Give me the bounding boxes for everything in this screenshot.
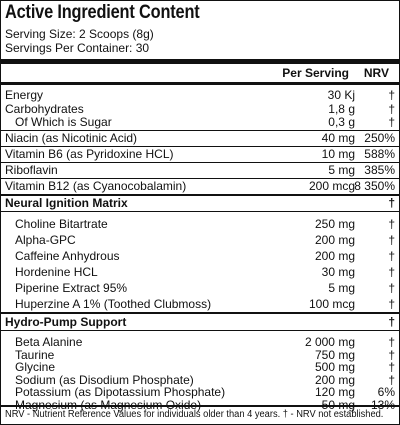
nutrient-amount: 1,8 g bbox=[328, 102, 355, 116]
nutrient-amount: 200 mcg bbox=[308, 179, 355, 193]
nutrient-amount: 10 mg bbox=[321, 147, 355, 161]
section-header-divider bbox=[1, 330, 399, 331]
ingredient-row bbox=[1, 281, 399, 296]
nutrient-name: Vitamin B6 (as Pyridoxine HCL) bbox=[5, 147, 174, 161]
nrv-header: NRV bbox=[363, 66, 389, 80]
ingredient-amount: 50 mg bbox=[321, 398, 355, 412]
footnote: NRV - Nutrient Reference Values for individuals older than 4 years. † - NRV not established. bbox=[5, 409, 384, 420]
ingredient-nrv: 6% bbox=[377, 385, 395, 400]
nutrient-row bbox=[1, 179, 399, 194]
ingredient-amount: 5 mg bbox=[328, 281, 355, 295]
nutrient-name: Vitamin B12 (as Cyanocobalamin) bbox=[5, 179, 187, 193]
nutrient-nrv: † bbox=[388, 88, 395, 102]
section-header-hydro-pump bbox=[1, 315, 399, 330]
nutrient-name: Niacin (as Nicotinic Acid) bbox=[5, 131, 138, 145]
nutrient-nrv: † bbox=[388, 102, 395, 116]
section-title: Hydro-Pump Support bbox=[5, 315, 127, 329]
section-nrv: † bbox=[388, 196, 395, 210]
nutrient-nrv: 8 350% bbox=[354, 179, 395, 193]
nutrient-row bbox=[1, 88, 399, 103]
servings-per-container: Servings Per Container: 30 bbox=[5, 41, 150, 55]
ingredient-name: Taurine bbox=[15, 347, 55, 362]
ingredient-amount: 750 mg bbox=[314, 347, 355, 362]
nutrient-amount: 30 Kj bbox=[327, 88, 355, 102]
section-divider bbox=[1, 312, 399, 314]
ingredient-nrv: † bbox=[388, 360, 395, 375]
ingredient-nrv: † bbox=[388, 265, 395, 279]
ingredient-name: Sodium (as Disodium Phosphate) bbox=[15, 372, 194, 387]
nutrient-amount: 5 mg bbox=[328, 163, 355, 177]
nutrient-nrv: 250% bbox=[364, 131, 395, 145]
ingredient-name: Potassium (as Dipotassium Phosphate) bbox=[15, 385, 226, 400]
ingredient-nrv: 13% bbox=[370, 398, 395, 412]
ingredient-row bbox=[1, 233, 399, 248]
nutrient-name: Riboflavin bbox=[5, 163, 58, 177]
nutrient-row bbox=[1, 115, 399, 131]
ingredient-name: Alpha-GPC bbox=[15, 233, 76, 247]
nutrient-amount: 40 mg bbox=[321, 131, 355, 145]
ingredient-nrv: † bbox=[388, 249, 395, 263]
section-header-neural-ignition bbox=[1, 196, 399, 211]
ingredient-nrv: † bbox=[388, 372, 395, 387]
ingredient-row bbox=[1, 297, 399, 312]
serving-size: Serving Size: 2 Scoops (8g) bbox=[5, 27, 154, 41]
ingredient-row bbox=[1, 398, 399, 413]
ingredient-name: Hordenine HCL bbox=[15, 265, 98, 279]
per-serving-header: Per Serving bbox=[282, 66, 349, 80]
section-nrv: † bbox=[388, 315, 395, 329]
ingredient-amount: 200 mg bbox=[314, 372, 355, 387]
ingredient-name: Piperine Extract 95% bbox=[15, 281, 128, 295]
ingredient-amount: 200 mg bbox=[314, 249, 355, 263]
ingredient-row bbox=[1, 249, 399, 264]
ingredient-name: Magnesium (as Magnesium Oxide) bbox=[15, 398, 202, 412]
ingredient-nrv: † bbox=[388, 335, 395, 349]
ingredient-nrv: † bbox=[388, 297, 395, 311]
header-divider bbox=[1, 82, 399, 85]
ingredient-row bbox=[1, 265, 399, 280]
ingredient-amount: 2 000 mg bbox=[304, 335, 355, 349]
nutrient-name: Of Which is Sugar bbox=[15, 115, 112, 129]
panel-title: Active Ingredient Content bbox=[5, 2, 200, 23]
ingredient-amount: 500 mg bbox=[314, 360, 355, 375]
ingredient-name: Beta Alanine bbox=[15, 335, 83, 349]
nutrient-name: Carbohydrates bbox=[5, 102, 84, 116]
nutrient-amount: 0,3 g bbox=[328, 115, 355, 129]
ingredient-name: Glycine bbox=[15, 360, 56, 375]
section-header-divider bbox=[1, 211, 399, 212]
ingredient-amount: 120 mg bbox=[314, 385, 355, 400]
nutrient-row bbox=[1, 147, 399, 163]
section-title: Neural Ignition Matrix bbox=[5, 196, 128, 210]
ingredient-nrv: † bbox=[388, 347, 395, 362]
ingredient-nrv: † bbox=[388, 233, 395, 247]
ingredient-nrv: † bbox=[388, 281, 395, 295]
ingredient-row bbox=[1, 217, 399, 232]
nutrient-row bbox=[1, 163, 399, 179]
ingredient-amount: 250 mg bbox=[314, 217, 355, 231]
ingredient-amount: 100 mcg bbox=[308, 297, 355, 311]
nutrient-name: Energy bbox=[5, 88, 44, 102]
thick-divider bbox=[1, 59, 399, 64]
ingredient-amount: 30 mg bbox=[321, 265, 355, 279]
nutrient-row bbox=[1, 131, 399, 147]
nutrient-nrv: † bbox=[388, 115, 395, 129]
ingredient-amount: 200 mg bbox=[314, 233, 355, 247]
ingredient-nrv: † bbox=[388, 217, 395, 231]
ingredient-name: Caffeine Anhydrous bbox=[15, 249, 120, 263]
ingredient-name: Huperzine A 1% (Toothed Clubmoss) bbox=[15, 297, 212, 311]
ingredient-name: Choline Bitartrate bbox=[15, 217, 108, 231]
nutrient-nrv: 588% bbox=[364, 147, 395, 161]
nutrient-nrv: 385% bbox=[364, 163, 395, 177]
